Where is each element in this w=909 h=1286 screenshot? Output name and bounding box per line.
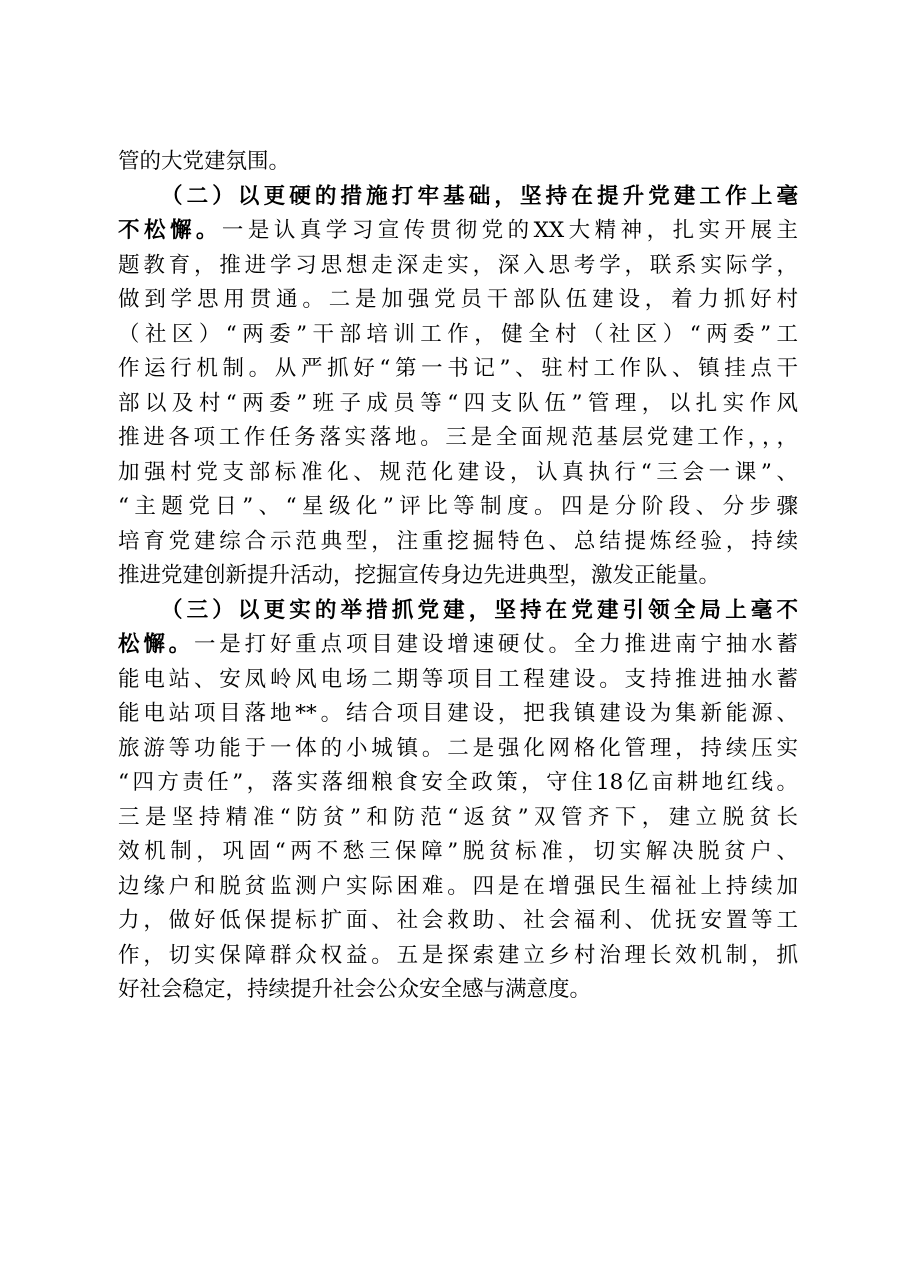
section-2-line: “主题党日”、“星级化”评比等制度。四是分阶段、分步骤: [118, 494, 798, 519]
section-3-line: 好社会稳定，持续提升社会公众安全感与满意度。: [118, 977, 592, 1002]
section-3-line: 力，做好低保提标扩面、社会救助、社会福利、优抚安置等工: [118, 908, 798, 933]
section-3-line: 三是坚持精准“防贫”和防范“返贫”双管齐下，建立脱贫长: [118, 804, 798, 830]
section-2-line: （社区）“两委”干部培训工作，健全村（社区）“两委”工: [118, 321, 798, 347]
section-3-line: 效机制，巩固“两不愁三保障”脱贫标准，切实解决脱贫户、: [118, 839, 798, 864]
section-3-heading-end: 松懈。: [118, 632, 194, 657]
section-3-line: 边缘户和脱贫监测户实际困难。四是在增强民生福祉上持续加: [118, 873, 798, 899]
section-2-line: 推进各项工作任务落实落地。三是全面规范基层党建工作，，，: [118, 425, 798, 450]
section-2-heading-end: 不松懈。: [118, 218, 222, 243]
section-2-line: 推进党建创新提升活动，挖掘宣传身边先进典型，激发正能量。: [118, 563, 721, 588]
section-3-line: 作，切实保障群众权益。五是探索建立乡村治理长效机制，抓: [118, 942, 798, 968]
section-2-heading: （二）以更硬的措施打牢基础，坚持在提升党建工作上毫: [161, 183, 798, 209]
section-3-line: [118, 628, 798, 663]
section-2-line: 加强村党支部标准化、规范化建设，认真执行“三会一课”、: [118, 459, 798, 485]
section-2-line: 作运行机制。从严抓好“第一书记”、驻村工作队、镇挂点干: [118, 356, 798, 381]
section-2-line: 部以及村“两委”班子成员等“四支队伍”管理，以扎实作风: [118, 390, 798, 416]
section-2-line: 培育党建综合示范典型，注重挖掘特色、总结提炼经验，持续: [118, 528, 798, 554]
intro-line: 管的大党建氛围。: [118, 149, 291, 174]
section-3-line-rest: 一是打好重点项目建设增速硬仗。全力推进南宁抽水蓄: [193, 632, 798, 657]
section-3-line: 能电站、安凤岭风电场二期等项目工程建设。支持推进抽水蓄: [118, 666, 798, 692]
section-2-line-rest: 一是认真学习宣传贯彻党的XX大精神，扎实开展主: [221, 218, 798, 243]
section-3-line: “四方责任”，落实落细粮食安全政策，守住18亿亩耕地红线。: [118, 770, 798, 795]
section-2-line: [118, 214, 798, 249]
section-3-heading: （三）以更实的举措抓党建，坚持在党建引领全局上毫不: [161, 597, 798, 623]
section-2-line: 题教育，推进学习思想走深走实，深入思考学，联系实际学，: [118, 252, 798, 278]
document-body: [118, 145, 798, 1008]
section-2-line: 做到学思用贯通。二是加强党员干部队伍建设，着力抓好村: [118, 287, 798, 312]
section-3-line: 旅游等功能于一体的小城镇。二是强化网格化管理，持续压实: [118, 735, 798, 761]
section-3-line: 能电站项目落地**。结合项目建设，把我镇建设为集新能源、: [118, 701, 798, 726]
